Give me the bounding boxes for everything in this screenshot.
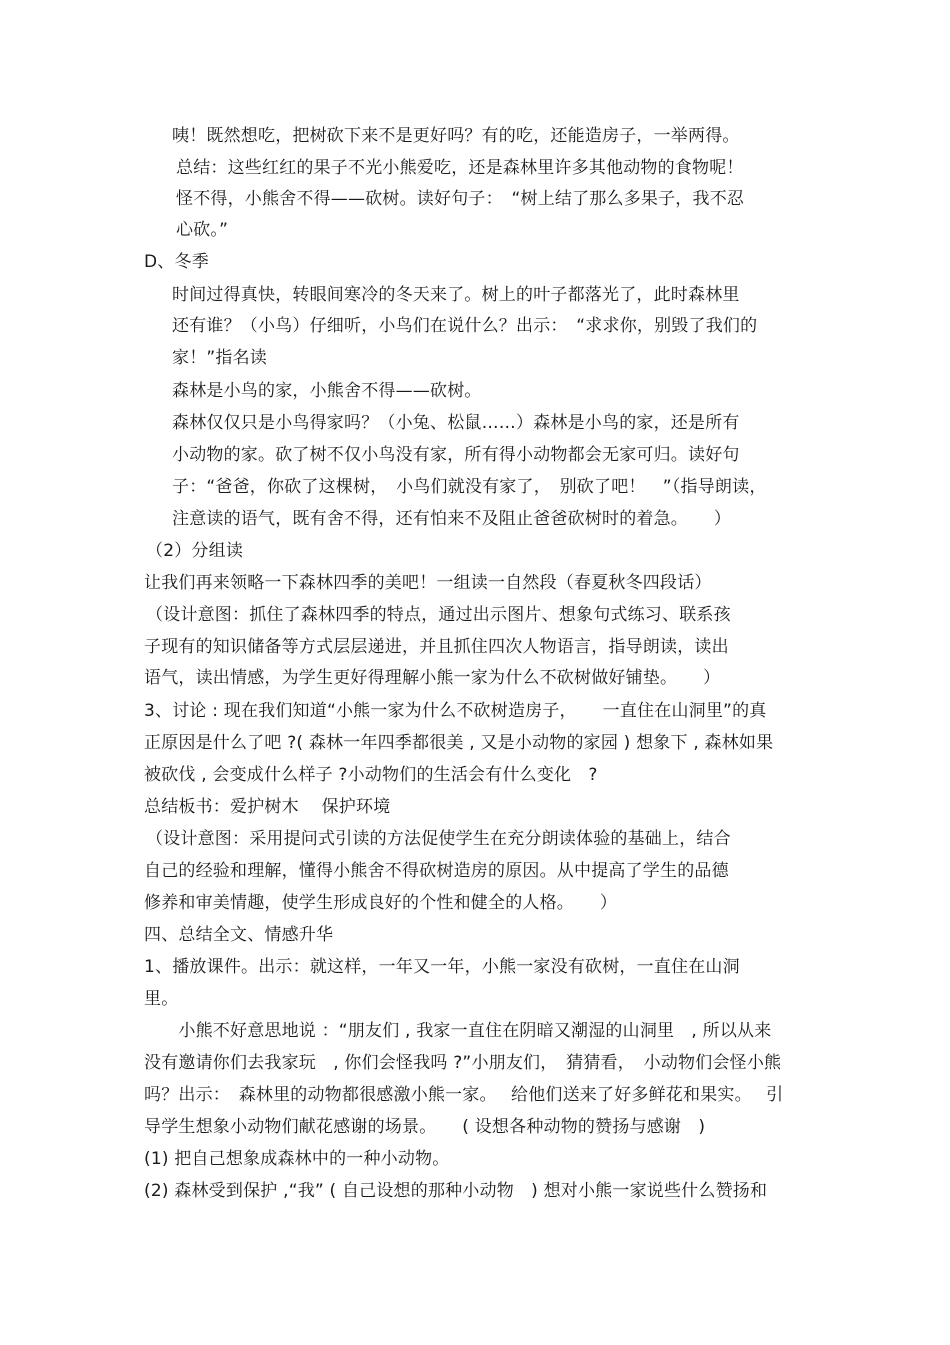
text-line: 让我们再来领略一下森林四季的美吧！一组读一自然段（春夏秋冬四段话） bbox=[144, 573, 712, 593]
text-line: 被砍伐 , 会变成什么样子 ?小动物们的生活会有什么变化 ? bbox=[144, 765, 598, 785]
text-line: 总结：这些红红的果子不光小熊爱吃，还是森林里许多其他动物的食物呢！ bbox=[176, 158, 744, 178]
text-line: 正原因是什么了吧 ?( 森林一年四季都很美 , 又是小动物的家园 ) 想象下 , 森林如果 bbox=[144, 733, 774, 753]
text-line: (1) 把自己想象成森林中的一种小动物。 bbox=[144, 1149, 450, 1169]
text-line: 没有邀请你们去我家玩 , 你们会怪我吗 ?”小朋友们， 猜猜看， 小动物们会怪小熊 bbox=[144, 1053, 782, 1073]
text-line: （设计意图：抓住了森林四季的特点，通过出示图片、想象句式练习、联系孩 bbox=[146, 605, 731, 625]
text-line: 1、播放课件。出示：就这样，一年又一年，小熊一家没有砍树，一直住在山洞 bbox=[144, 957, 740, 977]
text-line: 咦！既然想吃，把树砍下来不是更好吗？有的吃，还能造房子，一举两得。 bbox=[172, 126, 740, 146]
text-line: 怪不得，小熊舍不得——砍树。读好句子： “树上结了那么多果子，我不忍 bbox=[176, 189, 745, 209]
text-line: 里。 bbox=[144, 989, 179, 1009]
section-heading: 四、总结全文、情感升华 bbox=[144, 925, 334, 945]
section-heading: D、冬季 bbox=[144, 252, 209, 272]
text-line: 3、讨论 : 现在我们知道“小熊一家为什么不砍树造房子， 一直住在山洞里”的真 bbox=[144, 701, 767, 721]
section-heading: （2）分组读 bbox=[146, 541, 244, 561]
text-line: 总结板书：爱护树木 保护环境 bbox=[144, 797, 391, 817]
text-line: (2) 森林受到保护 ,“我” ( 自己设想的那种小动物 ) 想对小熊一家说些什么赞扬和 bbox=[144, 1181, 768, 1201]
text-line: 修养和审美情趣，使学生形成良好的个性和健全的人格。 ） bbox=[144, 893, 618, 913]
text-line: 森林是小鸟的家，小熊舍不得——砍树。 bbox=[172, 381, 482, 401]
text-line: 导学生想象小动物们献花感谢的场景。 ( 设想各种动物的赞扬与感谢 ) bbox=[144, 1117, 706, 1137]
text-line: 子现有的知识储备等方式层层递进，并且抓住四次人物语言，指导朗读，读出 bbox=[144, 637, 729, 657]
text-line: 家！”指名读 bbox=[172, 348, 268, 368]
text-line: 森林仅仅只是小鸟得家吗？（小兔、松鼠……）森林是小鸟的家，还是所有 bbox=[172, 413, 740, 433]
text-line: （设计意图：采用提问式引读的方法促使学生在充分朗读体验的基础上，结合 bbox=[146, 829, 731, 849]
text-line: 自己的经验和理解，懂得小熊舍不得砍树造房的原因。从中提高了学生的品德 bbox=[144, 861, 729, 881]
text-line: 心砍。” bbox=[176, 220, 229, 240]
text-line: 时间过得真快，转眼间寒冷的冬天来了。树上的叶子都落光了，此时森林里 bbox=[172, 285, 740, 305]
text-line: 子：“爸爸，你砍了这棵树， 小鸟们就没有家了， 别砍了吧！ ”（指导朗读， bbox=[172, 477, 767, 497]
text-line: 吗？出示： 森林里的动物都很感激小熊一家。 给他们送来了好多鲜花和果实。 引 bbox=[144, 1085, 784, 1105]
text-line: 语气，读出情感，为学生更好得理解小熊一家为什么不砍树做好铺垫。 ） bbox=[144, 668, 721, 688]
text-line: 小动物的家。砍了树不仅小鸟没有家，所有得小动物都会无家可归。读好句 bbox=[172, 445, 740, 465]
text-line: 还有谁？（小鸟）仔细听，小鸟们在说什么？出示： “求求你，别毁了我们的 bbox=[172, 316, 758, 336]
text-line: 小熊不好意思地说 ：“朋友们 , 我家一直住在阴暗又潮湿的山洞里 , 所以从来 bbox=[144, 1021, 772, 1041]
text-line: 注意读的语气，既有舍不得，还有怕来不及阻止爸爸砍树时的着急。 ） bbox=[172, 509, 732, 529]
